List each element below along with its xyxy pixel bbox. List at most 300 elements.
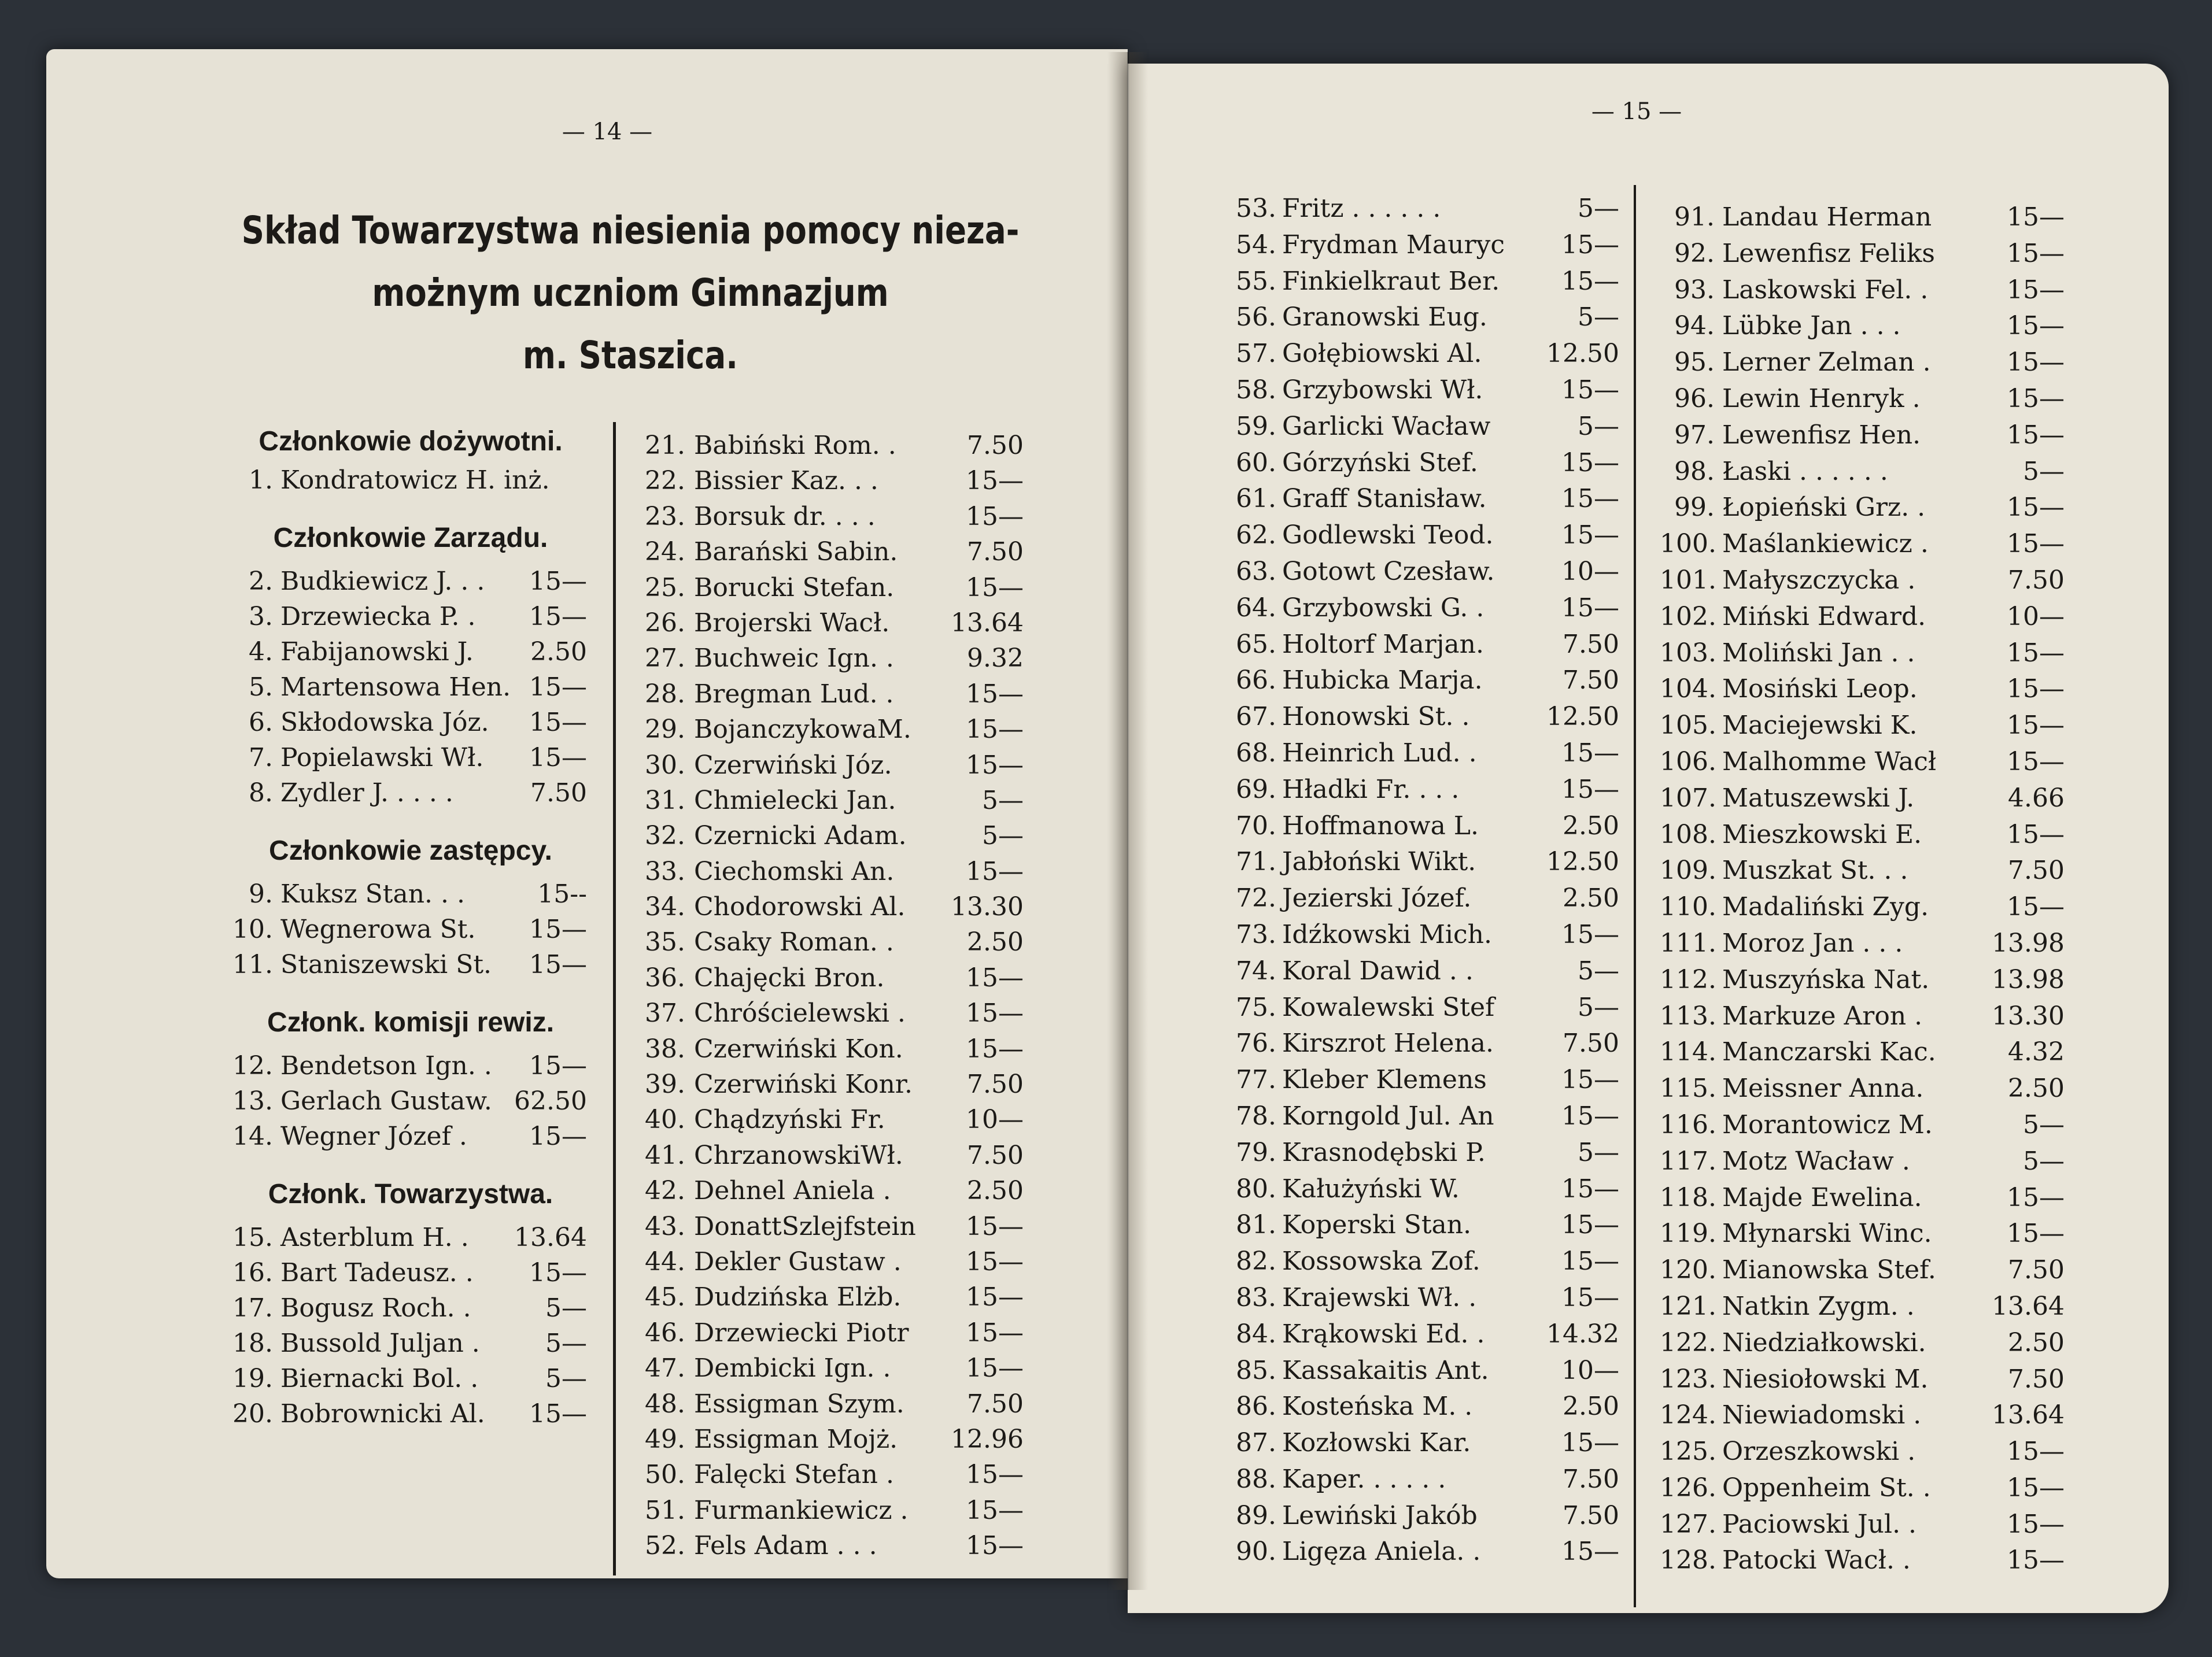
entry-number: 67. xyxy=(1236,702,1276,732)
list-item xyxy=(642,499,1024,534)
list-item xyxy=(1660,1289,2065,1325)
entry-number: 62. xyxy=(1236,520,1276,550)
entry-number: 118. xyxy=(1660,1182,1716,1212)
book-gutter xyxy=(1107,52,1148,1590)
contribution-amount: 4.32 xyxy=(2008,1037,2065,1067)
member-name: Fels Adam . . . xyxy=(694,1531,877,1561)
right-page-column-1 xyxy=(1235,191,1634,1570)
entry-number: 9. xyxy=(249,879,273,909)
entry-number: 121. xyxy=(1660,1291,1716,1321)
member-name: Staniszewski St. xyxy=(280,950,492,979)
list-item xyxy=(1235,772,1628,808)
member-name: Czerwiński Józ. xyxy=(694,750,892,780)
contribution-amount: 15— xyxy=(1561,738,1619,768)
list-item xyxy=(1660,671,2065,708)
contribution-amount: 5— xyxy=(1578,194,1619,223)
member-name: Motz Wacław . xyxy=(1722,1146,1910,1176)
entry-number: 34. xyxy=(645,892,685,922)
member-name: Łaski . . . . . . xyxy=(1722,456,1888,486)
contribution-amount: 5— xyxy=(1578,411,1619,441)
list-item xyxy=(642,463,1024,498)
contribution-amount: 9.32 xyxy=(967,643,1024,674)
list-item xyxy=(1235,554,1628,590)
column-divider-left xyxy=(613,422,616,1575)
entry-number: 103. xyxy=(1660,638,1716,668)
entry-number: 8. xyxy=(249,778,273,808)
contribution-amount: 15— xyxy=(2007,529,2065,559)
entry-number: 76. xyxy=(1236,1029,1276,1059)
list-item xyxy=(231,705,601,740)
list-item xyxy=(1235,299,1628,336)
member-name: Bart Tadeusz. . xyxy=(280,1258,474,1288)
member-name: Bussold Juljan . xyxy=(280,1329,480,1358)
contribution-amount: 7.50 xyxy=(967,1070,1024,1100)
entry-number: 46. xyxy=(645,1318,685,1348)
contribution-amount: 15— xyxy=(966,501,1024,531)
member-name: Chądzyński Fr. xyxy=(694,1105,885,1135)
entry-number: 4. xyxy=(249,637,273,667)
section-heading: Członkowie zastępcy. xyxy=(269,835,552,866)
list-item xyxy=(231,564,601,599)
entry-number: 106. xyxy=(1660,746,1716,776)
member-name: Bissier Kaz. . . xyxy=(694,466,878,496)
list-item xyxy=(231,740,601,775)
entry-number: 6. xyxy=(249,708,273,737)
list-item xyxy=(642,748,1024,783)
member-name: Muszkat St. . . xyxy=(1722,856,1908,886)
contribution-amount: 15— xyxy=(966,1495,1024,1525)
member-name: Moliński Jan . . xyxy=(1722,638,1915,668)
entry-number: 84. xyxy=(1236,1319,1276,1349)
list-item xyxy=(642,1351,1024,1386)
member-name: Drzewiecki Piotr xyxy=(694,1318,909,1348)
member-name: Orzeszkowski . xyxy=(1722,1437,1916,1467)
contribution-amount: 7.50 xyxy=(1563,1029,1619,1059)
member-name: Biernacki Bol. . xyxy=(280,1364,479,1393)
entry-number: 66. xyxy=(1236,665,1276,696)
list-item xyxy=(1660,1470,2065,1507)
member-name: Patocki Wacł. . xyxy=(1722,1545,1911,1575)
entry-number: 32. xyxy=(645,821,685,851)
member-name: Korngold Jul. An xyxy=(1282,1101,1494,1131)
member-name: Essigman Szym. xyxy=(694,1389,904,1419)
member-name: Asterblum H. . xyxy=(280,1223,469,1252)
contribution-amount: 7.50 xyxy=(967,537,1024,567)
entry-number: 5. xyxy=(249,672,273,702)
list-item xyxy=(1660,1107,2065,1144)
entry-number: 77. xyxy=(1236,1065,1276,1095)
member-name: Koral Dawid . . xyxy=(1282,956,1474,986)
list-item xyxy=(231,670,601,705)
member-name: Holtorf Marjan. xyxy=(1282,629,1484,659)
member-name: Borucki Stefan. xyxy=(694,572,895,602)
list-item xyxy=(1235,372,1628,409)
member-name: Kondratowicz H. inż. xyxy=(280,465,550,495)
member-name: Górzyński Stef. xyxy=(1282,447,1478,478)
entry-number: 11. xyxy=(232,950,273,979)
member-name: Wegner Józef . xyxy=(280,1122,467,1151)
left-page-column-2 xyxy=(642,428,1024,1564)
entry-number: 101. xyxy=(1660,565,1716,595)
entry-number: 124. xyxy=(1660,1400,1716,1430)
member-name: Lerner Zelman . xyxy=(1722,347,1931,378)
entry-number: 31. xyxy=(645,785,685,815)
member-name: Łopieński Grz. . xyxy=(1722,493,1926,523)
page-number-right: — 15 — xyxy=(1591,98,1682,125)
entry-number: 112. xyxy=(1660,964,1716,994)
list-item xyxy=(642,1138,1024,1173)
entry-number: 53. xyxy=(1236,194,1276,223)
member-name: Idźkowski Mich. xyxy=(1282,919,1492,949)
entry-number: 18. xyxy=(232,1329,273,1358)
contribution-amount: 15— xyxy=(529,1051,587,1081)
entry-number: 13. xyxy=(232,1086,273,1116)
member-name: Grzybowski Wł. xyxy=(1282,375,1483,405)
entry-number: 39. xyxy=(645,1070,685,1100)
entry-number: 79. xyxy=(1236,1137,1276,1167)
list-item xyxy=(1235,445,1628,482)
member-name: Ligęza Aniela. . xyxy=(1282,1537,1481,1567)
member-name: Niewiadomski . xyxy=(1722,1400,1922,1430)
entry-number: 26. xyxy=(645,608,685,638)
member-name: Essigman Mojż. xyxy=(694,1424,898,1454)
member-name: Jabłoński Wikt. xyxy=(1282,847,1476,877)
contribution-amount: 10— xyxy=(966,1105,1024,1135)
section-heading: Członk. komisji rewiz. xyxy=(267,1007,555,1038)
entry-number: 20. xyxy=(232,1399,273,1429)
entry-number: 58. xyxy=(1236,375,1276,405)
member-name: Gołębiowski Al. xyxy=(1282,339,1482,369)
contribution-amount: 5— xyxy=(982,821,1024,851)
list-item xyxy=(1660,962,2065,998)
contribution-amount: 15— xyxy=(2007,746,2065,776)
member-name: Martensowa Hen. xyxy=(280,672,511,702)
list-item xyxy=(642,428,1024,463)
member-name: Morantowicz M. xyxy=(1722,1109,1933,1140)
member-name: Ciechomski An. xyxy=(694,856,895,886)
contribution-amount: 13.98 xyxy=(1992,964,2065,994)
contribution-amount: 15— xyxy=(966,750,1024,780)
list-item xyxy=(1660,381,2065,417)
entry-number: 3. xyxy=(249,602,273,631)
member-name: Budkiewicz J. . . xyxy=(280,567,485,596)
contribution-amount: 15— xyxy=(529,567,587,596)
contribution-amount: 7.50 xyxy=(530,778,587,808)
member-name: Hładki Fr. . . . xyxy=(1282,774,1460,804)
entry-number: 36. xyxy=(645,963,685,993)
list-item xyxy=(642,641,1024,676)
member-name: Chajęcki Bron. xyxy=(694,963,885,993)
contribution-amount: 62.50 xyxy=(514,1086,587,1116)
contribution-amount: 2.50 xyxy=(1563,811,1619,841)
member-name: Miński Edward. xyxy=(1722,601,1926,631)
member-name: Majde Ewelina. xyxy=(1722,1182,1922,1212)
list-item xyxy=(1235,699,1628,735)
contribution-amount: 15— xyxy=(2007,420,2065,450)
contribution-amount: 5— xyxy=(1578,956,1619,986)
list-item xyxy=(1660,599,2065,635)
contribution-amount: 7.50 xyxy=(1563,1500,1619,1530)
entry-number: 91. xyxy=(1674,202,1715,232)
member-name: Csaky Roman. . xyxy=(694,927,894,957)
member-name: Mosiński Leop. xyxy=(1722,674,1918,704)
list-item xyxy=(1235,227,1628,264)
contribution-amount: 2.50 xyxy=(1563,883,1619,913)
list-item xyxy=(231,876,601,912)
list-item xyxy=(1660,526,2065,563)
contribution-amount: 15— xyxy=(966,466,1024,496)
list-item xyxy=(642,1279,1024,1315)
list-item xyxy=(1660,708,2065,744)
contribution-amount: 2.50 xyxy=(967,1176,1024,1206)
list-item xyxy=(1660,1071,2065,1107)
contribution-amount: 15— xyxy=(2007,711,2065,741)
entry-number: 97. xyxy=(1674,420,1715,450)
entry-number: 113. xyxy=(1660,1001,1716,1031)
list-item xyxy=(642,570,1024,605)
list-item xyxy=(1235,1244,1628,1280)
entry-number: 42. xyxy=(645,1176,685,1206)
contribution-amount: 15— xyxy=(529,743,587,772)
member-name: Czerwiński Kon. xyxy=(694,1034,903,1064)
member-name: Manczarski Kac. xyxy=(1722,1037,1936,1067)
member-name: Kozłowski Kar. xyxy=(1282,1428,1471,1458)
entry-number: 28. xyxy=(645,679,685,709)
entry-number: 33. xyxy=(645,856,685,886)
entry-number: 14. xyxy=(232,1122,273,1151)
member-name: Lübke Jan . . . xyxy=(1722,311,1901,341)
contribution-amount: 15— xyxy=(1561,593,1619,623)
member-name: Krąkowski Ed. . xyxy=(1282,1319,1485,1349)
member-name: Brojerski Wacł. xyxy=(694,608,890,638)
contribution-amount: 15— xyxy=(2007,1182,2065,1212)
contribution-amount: 15— xyxy=(966,998,1024,1029)
contribution-amount: 15— xyxy=(529,602,587,631)
member-name: Niedziałkowski. xyxy=(1722,1327,1926,1358)
section-heading: Członkowie dożywotni. xyxy=(259,426,563,457)
contribution-amount: 5— xyxy=(1578,992,1619,1022)
title-line-3: m. Staszica. xyxy=(522,333,738,378)
list-item xyxy=(1660,1543,2065,1579)
contribution-amount: 15— xyxy=(1561,375,1619,405)
list-item xyxy=(642,1102,1024,1137)
contribution-amount: 5— xyxy=(2023,1109,2065,1140)
contribution-amount: 12.50 xyxy=(1546,702,1619,732)
member-name: Zydler J. . . . . xyxy=(280,778,453,808)
entry-number: 54. xyxy=(1236,230,1276,260)
entry-number: 92. xyxy=(1674,238,1715,268)
contribution-amount: 15— xyxy=(1561,1537,1619,1567)
member-name: Laskowski Fel. . xyxy=(1722,275,1929,305)
entry-number: 88. xyxy=(1236,1464,1276,1494)
list-item xyxy=(1235,1171,1628,1208)
contribution-amount: 15— xyxy=(966,963,1024,993)
list-item xyxy=(231,1220,601,1255)
contribution-amount: 15— xyxy=(966,1211,1024,1241)
member-name: Hubicka Marja. xyxy=(1282,665,1483,696)
list-item xyxy=(231,634,601,670)
list-item xyxy=(1660,1397,2065,1434)
list-item xyxy=(642,960,1024,996)
entry-number: 49. xyxy=(645,1424,685,1454)
entry-number: 127. xyxy=(1660,1509,1716,1539)
entry-number: 98. xyxy=(1674,456,1715,486)
entry-number: 90. xyxy=(1236,1537,1276,1567)
list-item xyxy=(1235,1534,1628,1570)
member-name: Kossowska Zof. xyxy=(1282,1247,1480,1277)
left-page-column-1 xyxy=(231,416,601,1432)
entry-number: 38. xyxy=(645,1034,685,1064)
entry-number: 22. xyxy=(645,466,685,496)
entry-number: 122. xyxy=(1660,1327,1716,1358)
member-name: Matuszewski J. xyxy=(1722,783,1915,813)
contribution-amount: 15— xyxy=(529,708,587,737)
contribution-amount: 15— xyxy=(1561,1282,1619,1312)
entry-number: 114. xyxy=(1660,1037,1716,1067)
list-item xyxy=(642,996,1024,1031)
contribution-amount: 15— xyxy=(966,1318,1024,1348)
entry-number: 120. xyxy=(1660,1255,1716,1285)
list-item xyxy=(1660,998,2065,1035)
member-name: Małyszczycka . xyxy=(1722,565,1916,595)
member-name: Grzybowski G. . xyxy=(1282,593,1484,623)
list-item xyxy=(1660,1180,2065,1216)
entry-number: 55. xyxy=(1236,266,1276,296)
contribution-amount: 7.50 xyxy=(2008,1255,2065,1285)
list-item xyxy=(1660,454,2065,490)
entry-number: 19. xyxy=(232,1364,273,1393)
contribution-amount: 5— xyxy=(545,1329,587,1358)
member-name: Kleber Klemens xyxy=(1282,1065,1487,1095)
list-item xyxy=(1660,853,2065,889)
entry-number: 128. xyxy=(1660,1545,1716,1575)
entry-number: 64. xyxy=(1236,593,1276,623)
list-item xyxy=(1235,590,1628,627)
list-item xyxy=(642,1315,1024,1351)
member-name: Gotowt Czesław. xyxy=(1282,556,1495,586)
contribution-amount: 5— xyxy=(2023,456,2065,486)
member-name: Wegnerowa St. xyxy=(280,915,476,944)
contribution-amount: 2.50 xyxy=(2008,1327,2065,1358)
list-item xyxy=(1235,917,1628,953)
contribution-amount: 15— xyxy=(529,1122,587,1151)
list-item xyxy=(1235,1026,1628,1062)
entry-number: 96. xyxy=(1674,383,1715,413)
entry-number: 74. xyxy=(1236,956,1276,986)
list-item xyxy=(231,775,601,811)
contribution-amount: 2.50 xyxy=(2008,1074,2065,1104)
entry-number: 72. xyxy=(1236,883,1276,913)
list-item xyxy=(642,1386,1024,1422)
member-name: Krasnodębski P. xyxy=(1282,1137,1486,1167)
entry-number: 83. xyxy=(1236,1282,1276,1312)
member-name: Landau Herman xyxy=(1722,202,1932,232)
entry-number: 24. xyxy=(645,537,685,567)
entry-number: 40. xyxy=(645,1105,685,1135)
entry-number: 126. xyxy=(1660,1473,1716,1503)
entry-number: 7. xyxy=(249,743,273,772)
entry-number: 104. xyxy=(1660,674,1716,704)
member-name: Garlicki Wacław xyxy=(1282,411,1491,441)
contribution-amount: 15— xyxy=(529,950,587,979)
list-item xyxy=(1235,881,1628,917)
member-name: Chmielecki Jan. xyxy=(694,785,896,815)
member-name: Dudzińska Elżb. xyxy=(694,1282,902,1312)
member-name: Kałużyński W. xyxy=(1282,1174,1460,1204)
entry-number: 117. xyxy=(1660,1146,1716,1176)
contribution-amount: 4.66 xyxy=(2008,783,2065,813)
member-name: Borsuk dr. . . . xyxy=(694,501,876,531)
entry-number: 35. xyxy=(645,927,685,957)
list-item xyxy=(1660,1034,2065,1071)
section-heading: Członk. Towarzystwa. xyxy=(268,1179,553,1210)
contribution-amount: 5— xyxy=(2023,1146,2065,1176)
member-name: Maciejewski K. xyxy=(1722,711,1918,741)
list-item xyxy=(1660,926,2065,962)
entry-number: 25. xyxy=(645,572,685,602)
list-item xyxy=(1235,1316,1628,1353)
list-item xyxy=(231,1290,601,1326)
contribution-amount: 13.64 xyxy=(1992,1291,2065,1321)
entry-number: 71. xyxy=(1236,847,1276,877)
list-item xyxy=(231,1255,601,1290)
member-name: Lewin Henryk . xyxy=(1722,383,1921,413)
member-name: Młynarski Winc. xyxy=(1722,1219,1932,1249)
contribution-amount: 13.98 xyxy=(1992,928,2065,958)
contribution-amount: 7.50 xyxy=(2008,856,2065,886)
entry-number: 81. xyxy=(1236,1210,1276,1240)
member-name: BojanczykowaM. xyxy=(694,715,911,745)
member-name: Malhomme Wacł xyxy=(1722,746,1937,776)
contribution-amount: 10— xyxy=(2007,601,2065,631)
contribution-amount: 7.50 xyxy=(967,431,1024,460)
contribution-amount: 15— xyxy=(2007,311,2065,341)
entry-number: 85. xyxy=(1236,1355,1276,1385)
contribution-amount: 15— xyxy=(1561,230,1619,260)
entry-number: 57. xyxy=(1236,339,1276,369)
entry-number: 95. xyxy=(1674,347,1715,378)
contribution-amount: 2.50 xyxy=(967,927,1024,957)
entry-number: 51. xyxy=(645,1495,685,1525)
entry-number: 47. xyxy=(645,1353,685,1384)
contribution-amount: 15— xyxy=(2007,1509,2065,1539)
contribution-amount: 10— xyxy=(1561,556,1619,586)
contribution-amount: 7.50 xyxy=(967,1140,1024,1170)
member-name: Dembicki Ign. . xyxy=(694,1353,891,1384)
list-item xyxy=(642,818,1024,853)
title-line-1: Skład Towarzystwa niesienia pomocy nieza- xyxy=(241,208,1020,253)
member-name: Niesiołowski M. xyxy=(1722,1364,1929,1394)
list-item xyxy=(1235,1135,1628,1171)
right-page-column-2 xyxy=(1660,199,2065,1579)
list-item xyxy=(231,912,601,947)
list-item xyxy=(642,1209,1024,1244)
entry-number: 17. xyxy=(232,1293,273,1323)
list-item xyxy=(642,924,1024,960)
contribution-amount: 15— xyxy=(2007,1437,2065,1467)
list-item xyxy=(1660,199,2065,236)
list-item xyxy=(1660,781,2065,817)
contribution-amount: 15— xyxy=(2007,1219,2065,1249)
member-name: Skłodowska Józ. xyxy=(280,708,489,737)
contribution-amount: 15— xyxy=(2007,347,2065,378)
contribution-amount: 5— xyxy=(545,1364,587,1393)
list-item xyxy=(1660,1507,2065,1543)
contribution-amount: 7.50 xyxy=(2008,565,2065,595)
list-item xyxy=(1235,1062,1628,1098)
member-name: Dehnel Aniela . xyxy=(694,1176,891,1206)
member-name: Furmankiewicz . xyxy=(694,1495,909,1525)
